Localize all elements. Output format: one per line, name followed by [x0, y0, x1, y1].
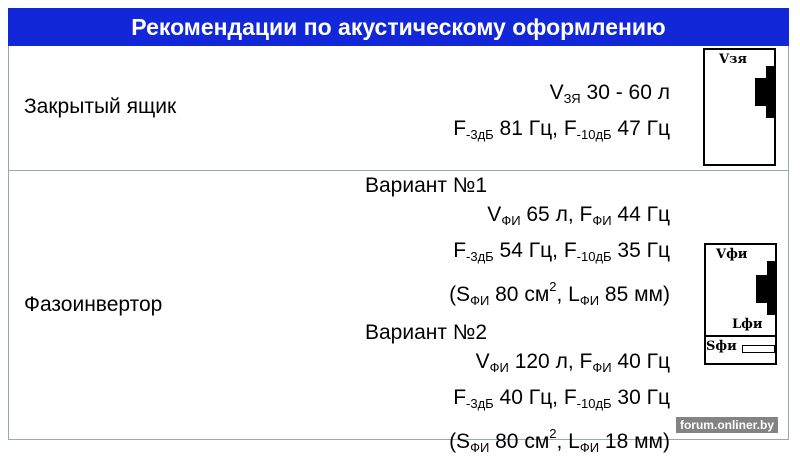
variant-1-spec: $V_{ФИ}$ 65 л, $F_{ФИ}$ 44 Гц $F_{-3дБ}$ 54 Гц, $F_{-10дБ}$ 35 Гц ($S_{ФИ}$ 80 $см^2$, $L_{ФИ}$ 85 мм) [449, 203, 670, 308]
watermark: forum.onliner.by [676, 417, 778, 433]
variant-2-title: Вариант №2 [365, 321, 488, 344]
bass-reflex-label: Фазоинвертор [24, 293, 163, 316]
closed-box-icon: Vзя [703, 48, 776, 166]
variant-1-title: Вариант №1 [365, 174, 488, 197]
closed-box-volume: $V_{ЗЯ}$ 30 - 60 л [549, 81, 670, 106]
closed-box-freq: $F_{-3дБ}$ 81 Гц, $F_{-10дБ}$ 47 Гц [453, 117, 670, 142]
row-divider [8, 170, 789, 171]
variant-2-spec: $V_{ФИ}$ 120 л, $F_{ФИ}$ 40 Гц $F_{-3дБ}$ 40 Гц, $F_{-10дБ}$ 30 Гц ($S_{ФИ}$ 80 $см^2$, $L_{ФИ}$ 18 мм) [449, 350, 670, 455]
port-icon [742, 345, 775, 353]
closed-box-spec [453, 78, 670, 150]
bass-reflex-icon: Vфи Lфи Sфи [704, 243, 777, 365]
page-title: Рекомендации по акустическому оформлению [8, 8, 789, 46]
closed-box-label: Закрытый ящик [24, 95, 177, 118]
table-frame [8, 8, 789, 440]
